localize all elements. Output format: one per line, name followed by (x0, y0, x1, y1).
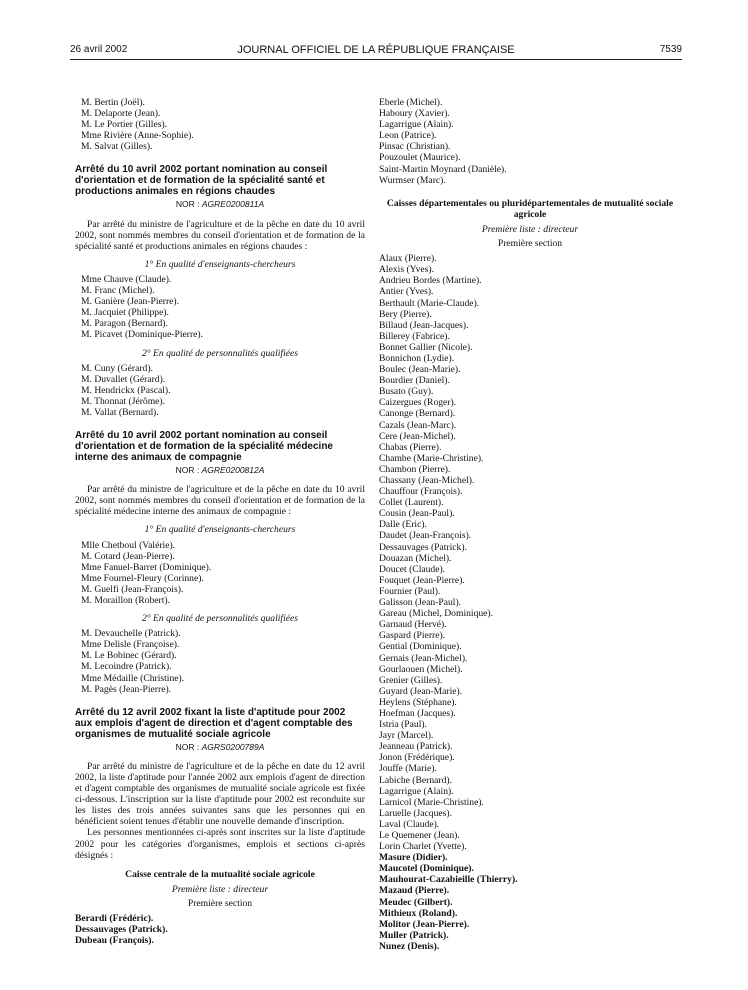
name-entry: Gourlaouen (Michel). (379, 663, 463, 675)
name-entry: Bonnet Gallier (Nicole). (379, 341, 473, 353)
nor-code: AGRS0200789A (201, 741, 265, 752)
name-entry: M. Pagès (Jean-Pierre). (81, 683, 172, 695)
name-entry: Chambon (Pierre). (379, 463, 451, 475)
page-number: 7539 (659, 44, 682, 55)
name-entry: Muller (Patrick). (379, 929, 449, 941)
caisses-heading: Caisses départementales ou pluridépartementales de mutualité sociale agricole (386, 197, 674, 220)
name-entry: Maucotel (Dominique). (379, 863, 474, 875)
name-entry: Mme Chauve (Claude). (81, 273, 172, 285)
name-entry: Alexis (Yves). (379, 264, 434, 276)
name-entry: M. Le Portier (Gilles). (81, 119, 168, 131)
name-entry: Larnicol (Marie-Christine). (379, 796, 484, 808)
name-entry: Gential (Dominique). (379, 641, 462, 653)
name-entry: Canonge (Bernard). (379, 408, 456, 420)
nor-label: NOR : (175, 199, 200, 210)
name-entry: Cousin (Jean-Paul). (379, 508, 455, 520)
name-entry: Mme Fournel-Fleury (Corinne). (81, 572, 204, 584)
liste-heading: Première liste : directeur (171, 883, 269, 895)
name-entry: Nunez (Denis). (379, 940, 440, 952)
name-entry: M. Duvallet (Gérard). (81, 373, 166, 385)
name-entry: Labiche (Bernard). (379, 774, 452, 786)
name-entry: Antier (Yves). (379, 286, 434, 298)
name-entry: Berardi (Frédéric). (75, 912, 154, 924)
name-entry: Dessauvages (Patrick). (379, 541, 467, 553)
name-entry: Wurmser (Marc). (379, 174, 446, 186)
name-entry: M. Hendrickx (Pascal). (81, 384, 171, 396)
name-entry: M. Devauchelle (Patrick). (81, 628, 181, 640)
name-entry: Alaux (Pierre). (379, 253, 437, 265)
name-entry: Dalle (Eric). (379, 519, 427, 531)
name-entry: Jeanneau (Patrick). (379, 741, 453, 753)
top-name-list (379, 97, 681, 186)
name-entry: Mazaud (Pierre). (379, 885, 450, 897)
subsection-heading: 1° En qualité d'enseignants-chercheurs (144, 258, 296, 270)
subsection-heading: 2° En qualité de personnalités qualifiées (142, 613, 298, 625)
name-entry: Billaud (Jean-Jacques). (379, 319, 469, 331)
name-entry: Saint-Martin Moynard (Danièle). (379, 163, 507, 175)
name-entry: Laval (Claude). (379, 818, 440, 830)
name-entry: Galisson (Jean-Paul). (379, 597, 462, 609)
name-entry: Jayr (Marcel). (379, 730, 434, 742)
name-entry: Leon (Patrice). (379, 130, 437, 142)
name-entry: Chauffour (François). (379, 486, 463, 498)
name-entry: Molitor (Jean-Pierre). (379, 918, 470, 930)
name-entry: M. Franc (Michel). (81, 285, 155, 297)
name-entry: M. Moraillon (Robert). (81, 595, 170, 606)
caisse-heading: Caisse centrale de la mutualité sociale agricole (125, 868, 315, 880)
arrete-title: Arrêté du 10 avril 2002 portant nomination au conseil d'orientation et de formation de la spécialité santé et productions animales en régions chaudes (75, 164, 328, 198)
name-entry: M. Bertin (Joël). (81, 97, 145, 108)
name-entry: M. Lecoindre (Patrick). (81, 661, 172, 673)
name-entry: Mithieux (Roland). (379, 907, 458, 919)
name-entry: M. Thonnat (Jérôme). (81, 395, 166, 407)
name-entry: Le Quemener (Jean). (379, 830, 460, 841)
name-entry: Bery (Pierre). (379, 308, 432, 320)
header-date: 26 avril 2002 (70, 44, 128, 55)
name-entry: M. Picavet (Dominique-Pierre). (81, 329, 204, 341)
name-entry: M. Cotard (Jean-Pierre). (81, 550, 175, 562)
name-entry: Garnaud (Hervé). (379, 619, 447, 631)
name-entry: Fournier (Paul). (379, 585, 441, 597)
name-entry: Guyard (Jean-Marie). (379, 685, 463, 697)
arrete-aptitude-section (75, 707, 365, 947)
name-entry: Gareau (Michel, Dominique). (379, 608, 494, 620)
subsection-heading: 1° En qualité d'enseignants-chercheurs (144, 524, 296, 536)
name-entry: Hoefman (Jacques). (379, 707, 456, 719)
nor-reference (75, 742, 365, 753)
arrete-paragraph: Par arrêté du ministre de l'agriculture et de la pêche en date du 12 avril 2002, la liste d'aptitude pour l'année 2002 aux emplois d'agent de direction et d'agent comptable des organismes de mutualité sociale agricole est fixée ci-dessous. L'inscription sur la liste d'aptitude pour 2002 est reconduite sur les listes des trois années suivantes sans que les personnes qui en bénéficient soient tenues d'établir une nouvelle demande d'inscription. (75, 760, 365, 828)
name-entry: Collet (Laurent). (379, 497, 444, 509)
name-entry: Jouffe (Marie). (379, 763, 437, 775)
section-heading: Première section (187, 897, 253, 909)
name-entry: Mme Médaille (Christine). (81, 672, 185, 684)
name-entry: Mauhourat-Cazabieille (Thierry). (379, 874, 518, 886)
left-column (75, 97, 365, 946)
nor-reference (75, 199, 365, 210)
name-entry: Chassany (Jean-Michel). (379, 475, 475, 486)
page-header (70, 44, 682, 58)
name-entry: Berthault (Marie-Claude). (379, 297, 480, 309)
name-entry: Eberle (Michel). (379, 97, 443, 108)
top-name-list (75, 97, 365, 152)
name-entry: Billerey (Fabrice). (379, 330, 450, 342)
name-entry: M. Jacquiet (Philippe). (81, 307, 169, 319)
name-entry: Daudet (Jean-François). (379, 530, 472, 542)
name-entry: M. Vallat (Bernard). (81, 406, 159, 418)
section-heading: Première section (497, 238, 563, 250)
name-entry: Lagarrigue (Alain). (379, 785, 454, 797)
nor-code: AGRE0200811A (201, 199, 265, 210)
arrete-title: Arrêté du 10 avril 2002 portant nomination au conseil d'orientation et de formation de la spécialité médecine interne des animaux de compagnie (75, 430, 333, 464)
name-entry: Cere (Jean-Michel). (379, 430, 456, 442)
name-entry: Dubeau (François). (75, 935, 154, 947)
name-entry: M. Le Bobinec (Gérard). (81, 650, 177, 662)
name-entry: Gernais (Jean-Michel). (379, 652, 468, 664)
right-column (379, 97, 681, 952)
name-entry: Heylens (Stéphane). (379, 696, 457, 708)
name-entry: Jonon (Frédérique). (379, 752, 455, 764)
name-entry: Caizergues (Roger). (379, 397, 457, 409)
name-list (75, 913, 365, 946)
subsection-heading: 2° En qualité de personnalités qualifiées (142, 347, 298, 359)
name-entry: Cazals (Jean-Marc). (379, 419, 457, 431)
arrete-medecine-section (75, 430, 365, 695)
name-entry: Doucet (Claude). (379, 563, 446, 575)
name-entry: Boulec (Jean-Marie). (379, 364, 461, 376)
name-entry: M. Cuny (Gérard). (81, 362, 153, 374)
name-entry: Douazan (Michel). (379, 552, 452, 564)
name-entry: Mme Rivière (Anne-Sophie). (81, 130, 194, 142)
nor-reference (75, 465, 365, 476)
name-list (75, 274, 365, 341)
name-entry: Haboury (Xavier). (379, 108, 450, 120)
arrete-paragraph: Les personnes mentionnées ci-après sont inscrites sur la liste d'aptitude 2002 pour les catégories d'organismes, emplois et sections ci-après désignés : (75, 827, 365, 861)
arrete-sante-section (75, 164, 365, 418)
name-entry: Mme Delisle (Françoise). (81, 639, 180, 651)
name-entry: Andrieu Bordes (Martine). (379, 275, 482, 287)
name-list (75, 628, 365, 695)
name-entry: Mlle Chetboul (Valérie). (81, 539, 176, 551)
name-entry: Pouzoulet (Maurice). (379, 152, 461, 164)
arrete-title: Arrêté du 12 avril 2002 fixant la liste d'aptitude pour 2002 aux emplois d'agent de direction et d'agent comptable des organismes de mutualité sociale agricole (75, 706, 353, 740)
liste-heading: Première liste : directeur (481, 223, 579, 235)
name-entry: Lagarrigue (Alain). (379, 119, 454, 131)
nor-label: NOR : (175, 465, 200, 476)
nor-code: AGRE0200812A (201, 465, 265, 476)
name-entry: M. Paragon (Bernard). (81, 318, 168, 330)
journal-title: JOURNAL OFFICIEL DE LA RÉPUBLIQUE FRANÇAISE (237, 44, 515, 56)
name-entry: Fouquet (Jean-Pierre). (379, 574, 465, 586)
arrete-paragraph: Par arrêté du ministre de l'agriculture et de la pêche en date du 10 avril 2002, sont nommés membres du conseil d'orientation et de formation de la spécialité santé et productions animales en régions chaudes : (75, 218, 365, 252)
name-entry: Gaspard (Pierre). (379, 630, 446, 642)
name-entry: Grenier (Gilles). (379, 674, 443, 686)
name-entry: M. Ganière (Jean-Pierre). (81, 296, 180, 308)
name-entry: Chambe (Marie-Christine). (379, 452, 484, 464)
name-entry: Chabas (Pierre). (379, 441, 442, 453)
name-entry: Dessauvages (Patrick). (75, 924, 168, 936)
name-entry: Pinsac (Christian). (379, 141, 451, 153)
name-entry: Lorin Charlet (Yvette). (379, 841, 467, 853)
bold-name-list (379, 852, 681, 952)
name-entry: Bourdier (Daniel). (379, 375, 450, 387)
name-entry: Bonnichon (Lydie). (379, 352, 455, 364)
name-entry: M. Salvat (Gilles). (81, 141, 153, 153)
header-rule (70, 59, 682, 60)
name-entry: Mme Fanuel-Barret (Dominique). (81, 561, 212, 573)
name-list (379, 253, 681, 852)
name-entry: Meudec (Gilbert). (379, 896, 453, 908)
name-list (75, 363, 365, 418)
name-entry: Laruelle (Jacques). (379, 807, 452, 819)
name-entry: Istria (Paul). (379, 719, 427, 731)
name-list (75, 540, 365, 607)
arrete-paragraph: Par arrêté du ministre de l'agriculture et de la pêche en date du 10 avril 2002, sont nommés membres du conseil d'orientation et de formation de la spécialité médecine interne des animaux de compagnie : (75, 484, 365, 518)
name-entry: M. Delaporte (Jean). (81, 108, 161, 120)
nor-label: NOR : (175, 741, 200, 752)
name-entry: Masure (Didier). (379, 852, 448, 864)
name-entry: M. Guelfi (Jean-François). (81, 583, 184, 595)
name-entry: Busato (Guy). (379, 386, 434, 398)
